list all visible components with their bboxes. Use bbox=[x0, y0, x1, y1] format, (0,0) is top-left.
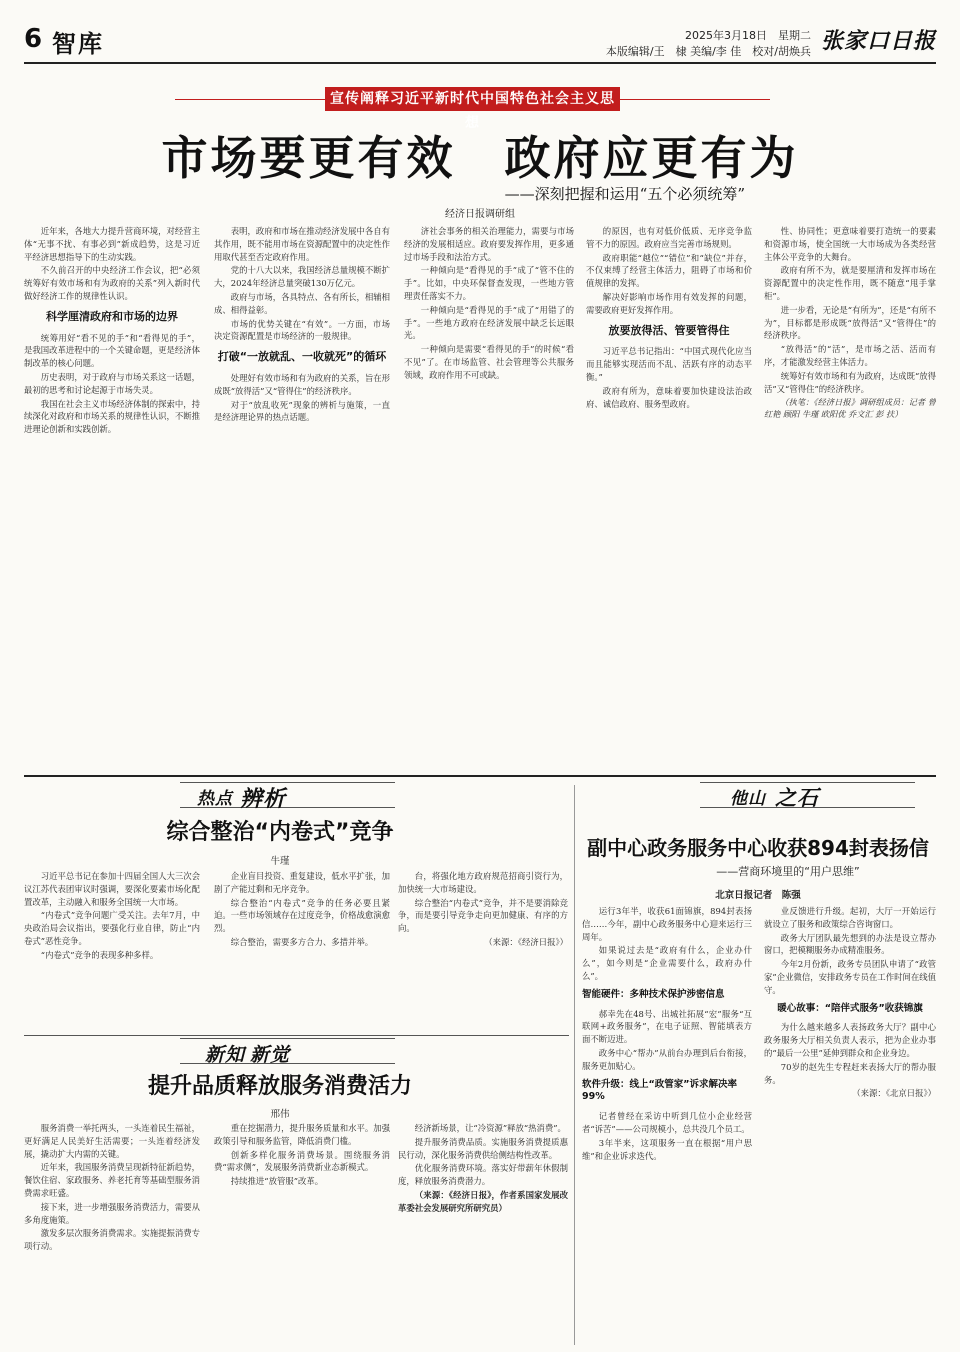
banner-line-left bbox=[175, 99, 325, 100]
paragraph: 习近平总书记在参加十四届全国人大三次会议江苏代表团审议时强调，要深化要素市场化配置改革，主动融入和服务全国统一大市场。 bbox=[24, 871, 200, 907]
paragraph: 近年来，我国服务消费呈现新特征新趋势，餐饮住宿、家政服务、养老托育等基础型服务消费需求旺盛。 bbox=[24, 1162, 200, 1198]
issue-date: 2025年3月18日 星期二 bbox=[685, 29, 811, 42]
paragraph: “内卷式”竞争的表现多种多样。 bbox=[40, 949, 159, 960]
paragraph: 政府有所不为，就是要厘清和发挥市场在资源配置中的决定性作用，既不随意“甩手掌柜”。 bbox=[764, 265, 936, 301]
feature-title: 市场要更有效 政府应更有为 bbox=[161, 131, 799, 185]
new-article-title: 提升品质释放服务消费活力 bbox=[147, 1074, 412, 1099]
paragraph: 提升服务消费品质。实施服务消费提质惠民行动，深化服务消费供给侧结构性改革。 bbox=[398, 1136, 568, 1160]
feature-column-5 bbox=[764, 225, 936, 765]
paragraph: 市场的优势关键在“有效”。一方面，市场决定资源配置是市场经济的一般规律。 bbox=[214, 318, 390, 342]
paragraph: 郝幸先在48号、出城社拓展“宏”服务“互联网+政务服务”，在电子证照、智能填表方面不断迈进。 bbox=[582, 1008, 752, 1045]
paragraph: 济社会事务的相关治理能力，需要与市场经济的发展相适应。政府要发挥作用，更多通过市场手段和法治方式。 bbox=[404, 226, 574, 262]
paragraph: 企业盲目投资、重复建设，低水平扩张，加剧了产能过剩和无序竞争。 bbox=[214, 871, 390, 894]
paragraph: 政府与市场，各具特点、各有所长，相辅相成、相得益彰。 bbox=[214, 291, 390, 315]
subheading: 放要放得活、管要管得住 bbox=[608, 323, 730, 337]
paragraph: （来源：《经济日报》） bbox=[484, 936, 568, 947]
paragraph: （来源：《北京日报》） bbox=[852, 1088, 936, 1099]
paragraph: 党的十八大以来，我国经济总量规模不断扩大，2024年经济总量突破130万亿元。 bbox=[214, 265, 390, 289]
new-column-1 bbox=[24, 1122, 200, 1344]
paragraph: 统筹好有效市场和有为政府，达成既“放得活”又“管得住”的经济秩序。 bbox=[764, 370, 936, 394]
hot-column-2 bbox=[214, 870, 390, 1030]
hot-divider bbox=[24, 1035, 569, 1036]
paragraph: 70岁的赵先生专程赶来表扬大厅的帮办服务。 bbox=[764, 1061, 936, 1085]
feature-column-3 bbox=[404, 225, 574, 765]
feature-banner: 宣传阐释习近平新时代中国特色社会主义思想 bbox=[325, 87, 620, 111]
new-column-3 bbox=[398, 1122, 568, 1344]
editors-credit: 本版编辑/王 棣 美编/李 佳 校对/胡焕兵 bbox=[605, 45, 811, 58]
paragraph: 综合整治，需要多方合力、多措并举。 bbox=[230, 936, 374, 947]
other-column-1 bbox=[582, 905, 752, 1345]
paragraph: 不久前召开的中央经济工作会议，把“必须统筹好有效市场和有为政府的关系”列入新时代做好经济工作的规律性认识。 bbox=[24, 265, 200, 301]
paragraph: 综合整治“内卷式”竞争，并不是要消除竞争，而是要引导竞争走向更加健康、有序的方向。 bbox=[398, 897, 568, 934]
paragraph: 经济新场景，让“冷资源”释放“热消费”。 bbox=[414, 1123, 566, 1133]
hot-tag-label-b: 辨析 bbox=[240, 786, 287, 812]
subheading: 科学厘清政府和市场的边界 bbox=[46, 309, 178, 323]
paragraph: 政务中心“帮办”从前台办理到后台衔接，服务更加贴心。 bbox=[582, 1047, 752, 1071]
paragraph: 一种倾向是“看得见的手”成了“管不住的手”。比如，中央环保督查发现，一些地方管理责任落实不力。 bbox=[404, 265, 574, 301]
paragraph: “放得活”的“活”，是市场之活、活而有序，才能激发经营主体活力。 bbox=[764, 344, 936, 367]
column-divider bbox=[574, 785, 575, 1345]
editor-note: （执笔：《经济日报》调研组成员：记者 曾红艳 顾阳 牛瑾 欧阳优 乔文汇 彭 扶） bbox=[764, 397, 936, 420]
paragraph: 一种倾向是“看得见的手”成了“用错了的手”。一些地方政府在经济发展中缺乏长远眼光。 bbox=[404, 304, 574, 341]
subheading: 智能硬件：多种技术保护涉密信息 bbox=[582, 988, 725, 1000]
feature-column-2 bbox=[214, 225, 390, 765]
paragraph: 持续推进“放管服”改革。 bbox=[230, 1176, 324, 1187]
hot-column-3 bbox=[398, 870, 568, 1030]
masthead bbox=[24, 18, 936, 64]
paragraph: 一种倾向是需要“看得见的手”的时候“看不见”了。在市场监管、社会管理等公共服务领域，政府作用不可或缺。 bbox=[404, 344, 574, 380]
section-name: 智库 bbox=[52, 30, 104, 58]
hot-article-title: 综合整治“内卷式”竞争 bbox=[166, 820, 394, 845]
paragraph: “内卷式”竞争问题广受关注。去年7月，中央政治局会议指出，要强化行业自律，防止“内卷式”恶性竞争。 bbox=[24, 910, 200, 946]
hot-tag-label-a: 热点 bbox=[197, 789, 233, 809]
paragraph: 近年来，各地大力提升营商环境，对经营主体“无事不扰、有事必到”新成趋势，这是习近平经济思想指导下的生动实践。 bbox=[24, 226, 200, 262]
feature-byline: 经济日报调研组 bbox=[445, 209, 515, 220]
new-column-2 bbox=[214, 1122, 390, 1344]
new-article-author: 邢伟 bbox=[270, 1109, 290, 1120]
feature-subtitle: ——深刻把握和运用“五个必须统筹” bbox=[504, 185, 745, 203]
other-article-title: 副中心政务服务中心收获894封表扬信 bbox=[587, 836, 929, 860]
paragraph: 台，将强化地方政府规范招商引资行为，加快统一大市场建设。 bbox=[398, 871, 568, 894]
paragraph: 为什么越来越多人表扬政务大厅？副中心政务服务大厅相关负责人表示，把为企业办事的“最后一公里”延伸到群众和企业身边。 bbox=[764, 1022, 936, 1058]
date-line bbox=[606, 28, 811, 60]
paragraph: 进一步看，无论是“有所为”，还是“有所不为”，目标都是形成既“放得活”又“管得住”的经济秩序。 bbox=[764, 304, 936, 341]
feature-column-1 bbox=[24, 225, 200, 765]
paragraph: 综合整治“内卷式”竞争的任务必要且紧迫。一些市场领域存在过度竞争，价格战愈演愈烈。 bbox=[214, 897, 390, 934]
paragraph: 如果说过去是“政府有什么，企业办什么”，如今则是“企业需要什么，政府办什么”。 bbox=[582, 945, 752, 981]
paragraph: 服务消费一举托两头，一头连着民生福祉，更好满足人民美好生活需要；一头连着经济发展，撬动扩大内需的关键。 bbox=[24, 1123, 200, 1159]
section-divider bbox=[24, 775, 936, 777]
paper-logo: 张家口日报 bbox=[820, 28, 936, 54]
feature-column-4 bbox=[586, 225, 752, 765]
other-article-subtitle: ——营商环境里的“用户思维” bbox=[716, 865, 860, 878]
subheading: 软件升级：线上“政管家”诉求解决率99% bbox=[582, 1078, 737, 1103]
paragraph: 记者曾经在采访中听到几位小企业经营者“诉苦”——公司规模小，总共没几个员工。 bbox=[582, 1111, 752, 1134]
banner-line-right bbox=[620, 99, 770, 100]
paragraph: 政府职能“越位”“错位”和“缺位”并存，不仅束缚了经营主体活力，阻碍了市场和价值规律的发挥。 bbox=[586, 252, 752, 289]
paragraph: 习近平总书记指出：“中国式现代化应当而且能够实现活而不乱、活跃有序的动态平衡。” bbox=[586, 346, 752, 382]
paragraph: 的原因，也有对低价低质、无序竞争监管不力的原因。政府应当完善市场规则。 bbox=[586, 226, 752, 249]
paragraph: 业反馈进行升级。起初，大厅一开始运行就设立了服务和政策综合咨询窗口。 bbox=[764, 906, 936, 929]
paragraph: 重在挖掘潜力，提升服务质量和水平。加强政策引导和服务监管，降低消费门槛。 bbox=[214, 1123, 390, 1146]
subheading: 打破“一放就乱、一收就死”的循环 bbox=[217, 350, 387, 364]
paragraph: 解决好影响市场作用有效发挥的问题，需要政府更好发挥作用。 bbox=[586, 291, 752, 315]
paragraph: 接下来，进一步增强服务消费活力，需要从多角度施策。 bbox=[24, 1201, 200, 1225]
other-article-byline: 北京日报记者 陈强 bbox=[715, 890, 801, 901]
paragraph: 激发多层次服务消费需求。实施提振消费专项行动。 bbox=[24, 1228, 200, 1252]
paragraph: （来源：《经济日报》，作者系国家发展改革委社会发展研究所研究员） bbox=[398, 1189, 568, 1213]
paragraph: 表明，政府和市场在推动经济发展中各自有其作用，既不能用市场在资源配置中的决定性作用取代甚至否定政府作用。 bbox=[214, 226, 390, 262]
new-tag-label-b: 新觉 bbox=[250, 1044, 291, 1066]
new-tag-label-a: 新知 bbox=[205, 1044, 246, 1066]
page-number: 6 bbox=[24, 24, 43, 54]
paragraph: 对于“放乱收死”现象的辨析与施策，一直是经济理论界的热点话题。 bbox=[214, 399, 390, 423]
paragraph: 政务大厅团队最先想到的办法是设立帮办窗口，把模糊服务办成精准服务。 bbox=[764, 932, 936, 956]
hot-column-1 bbox=[24, 870, 200, 1030]
paragraph: 运行3年半，收获61面锦旗，894封表扬信……今年，副中心政务服务中心迎来运行三周年。 bbox=[582, 906, 752, 942]
masthead-rule bbox=[24, 62, 936, 64]
paragraph: 今年2月份新，政务专员团队申请了“政管家”企业微信，安排政务专员在工作时间在线值守。 bbox=[764, 959, 936, 995]
paragraph: 统筹用好“看不见的手”和“看得见的手”，是我国改革进程中的一个关键命题，更是经济体制改革的核心问题。 bbox=[24, 332, 200, 369]
paragraph: 我国在社会主义市场经济体制的探索中，持续深化对政府和市场关系的规律性认识，不断推进理论创新和实践创新。 bbox=[24, 398, 200, 435]
paragraph: 政府有所为，意味着要加快建设法治政府、诚信政府、服务型政府。 bbox=[586, 385, 752, 409]
other-tag-label-a: 他山 bbox=[730, 789, 766, 809]
hot-article-author: 牛瑾 bbox=[270, 856, 290, 867]
other-column-2 bbox=[764, 905, 936, 1345]
subheading: 暖心故事：“陪伴式服务”收获锦旗 bbox=[777, 1002, 923, 1014]
paragraph: 性、协同性；更意味着要打造统一的要素和资源市场，使全国统一大市场成为各类经营主体公平竞争的大舞台。 bbox=[764, 226, 936, 262]
paragraph: 创新多样化服务消费场景。围绕服务消费“需求侧”，发展服务消费新业态新模式。 bbox=[214, 1149, 390, 1173]
other-tag-label-b: 之石 bbox=[775, 785, 819, 810]
paragraph: 历史表明，对于政府与市场关系这一话题，最初的思考和讨论起源于市场失灵。 bbox=[24, 371, 200, 395]
paragraph: 3年半来，这项服务一直在根据“用户思维”和企业诉求迭代。 bbox=[582, 1137, 752, 1161]
paragraph: 优化服务消费环境。落实好带薪年休假制度，释放服务消费潜力。 bbox=[398, 1163, 568, 1187]
paragraph: 处理好有效市场和有为政府的关系，旨在形成既“放得活”又“管得住”的经济秩序。 bbox=[214, 372, 390, 396]
